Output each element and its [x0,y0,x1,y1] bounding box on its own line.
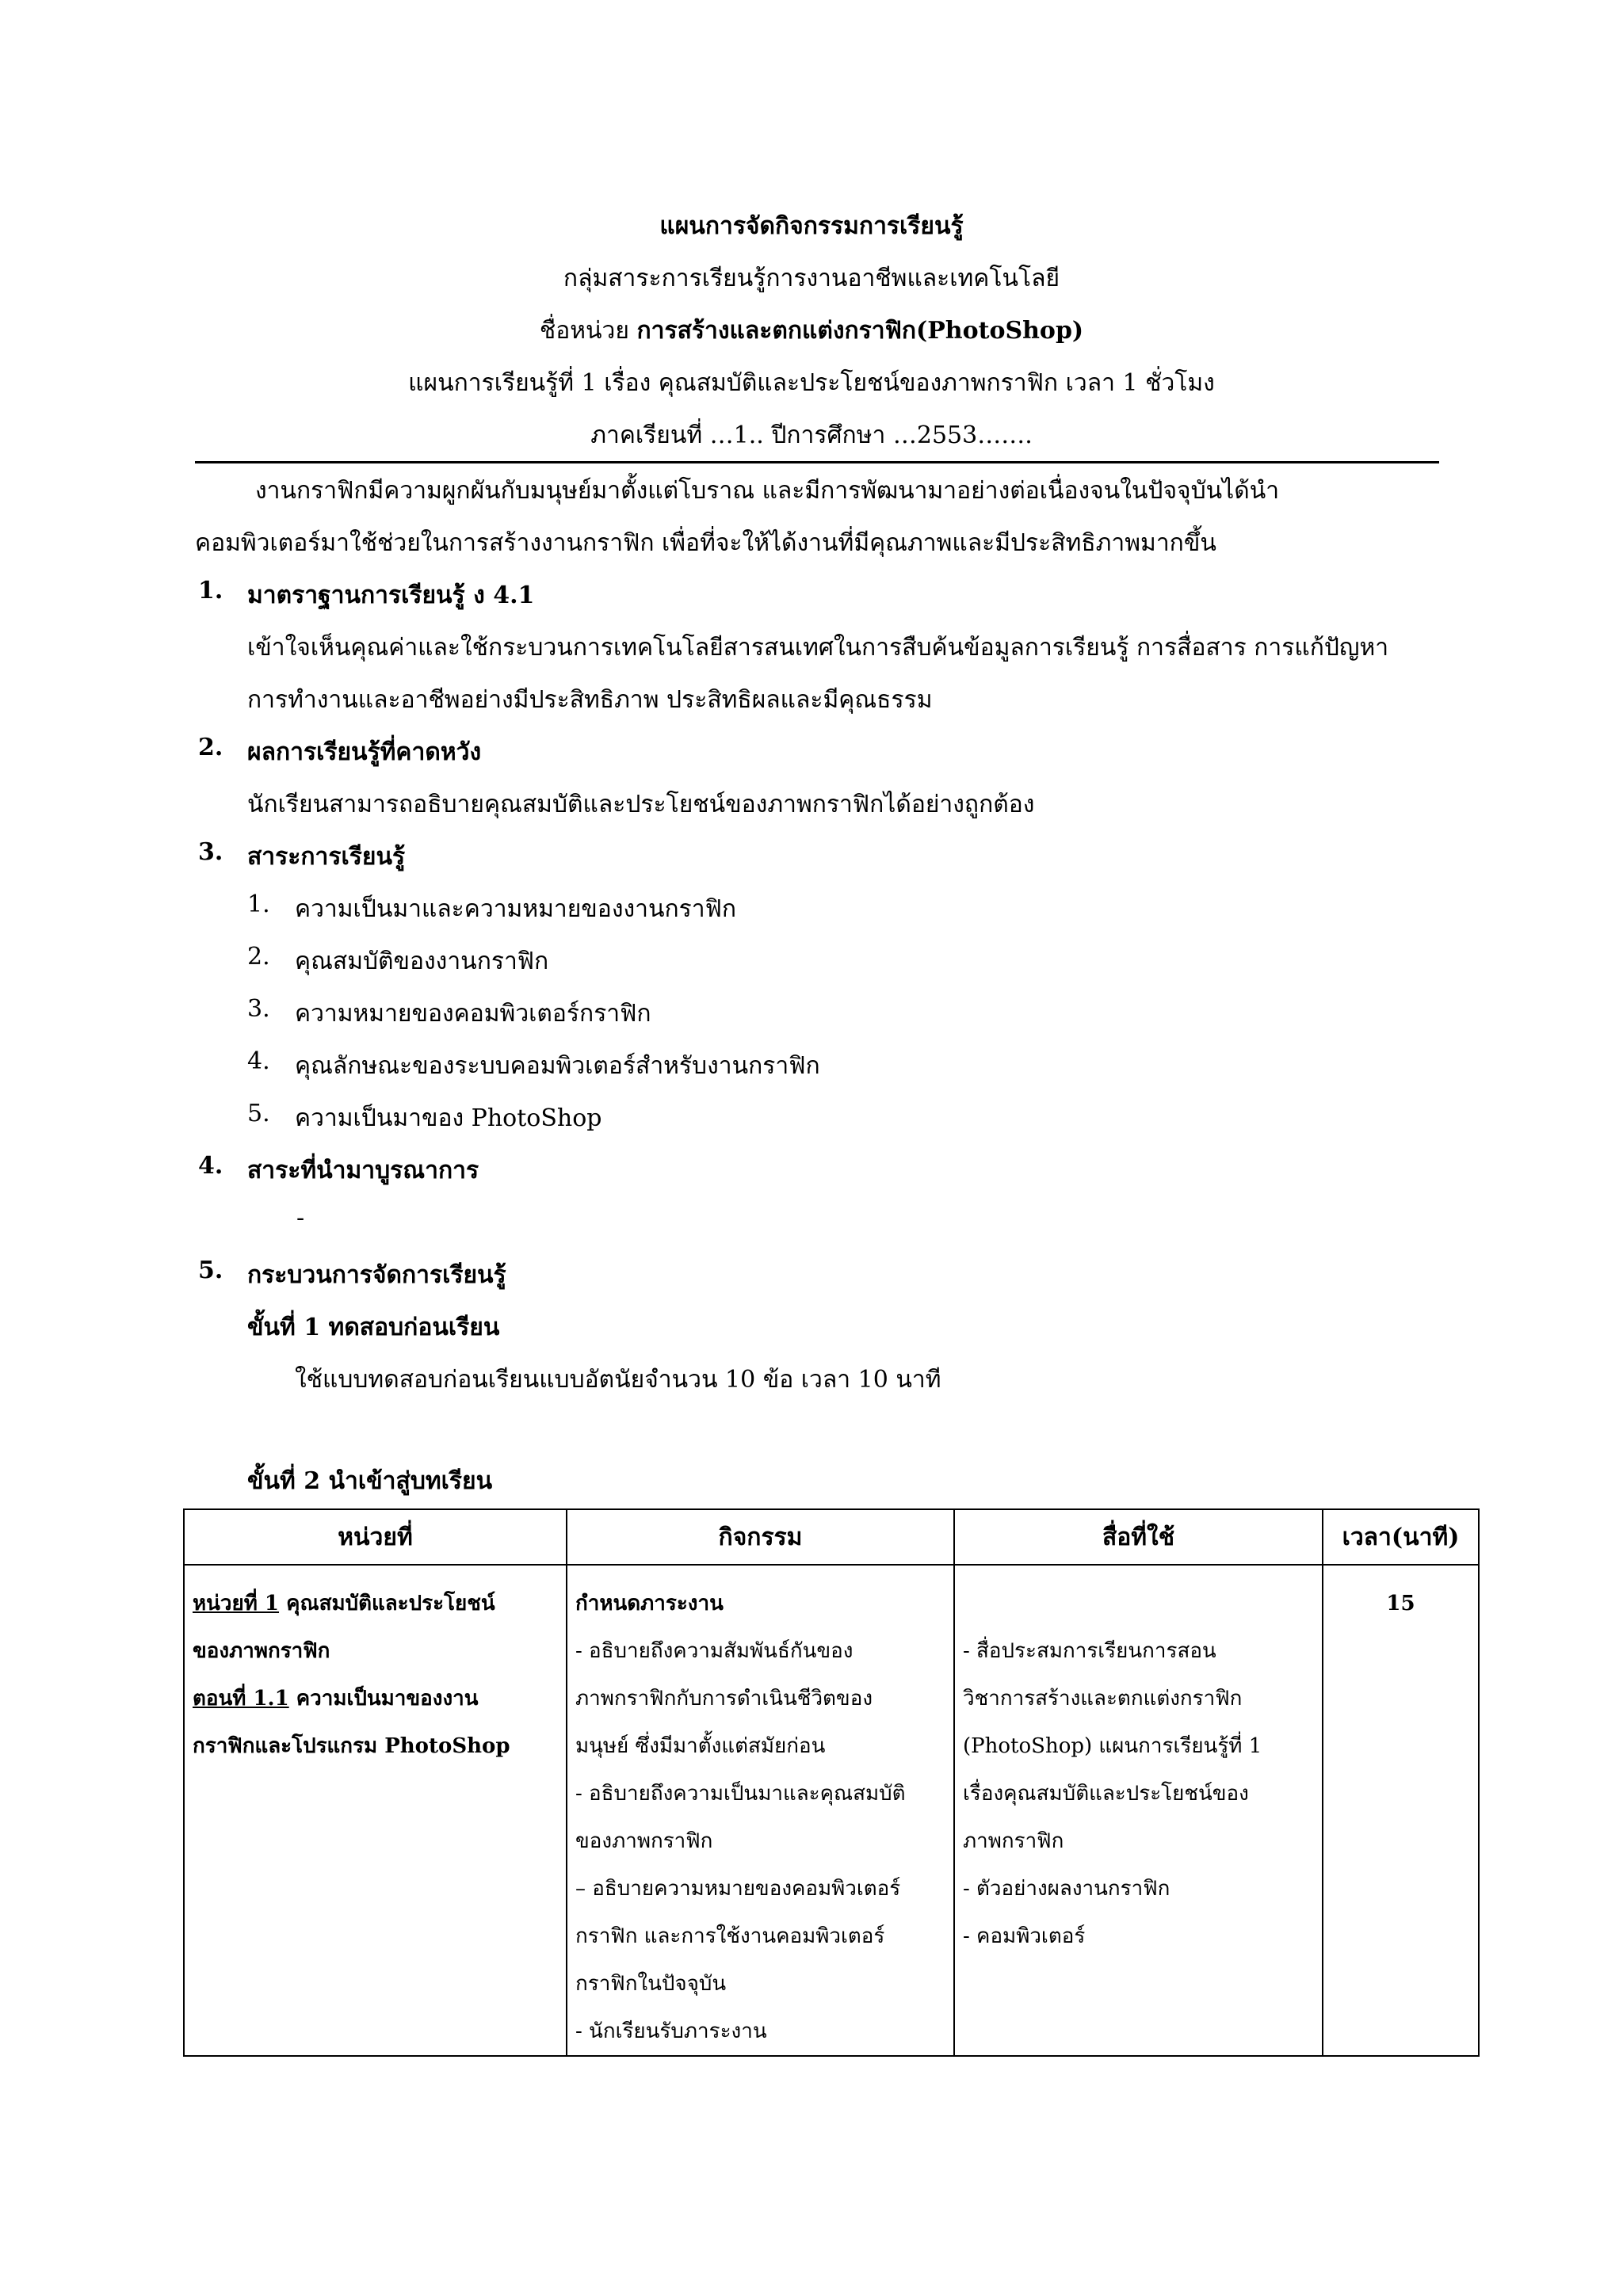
media-cell [954,1565,1323,2056]
column-header-media: สื่อที่ใช้ [954,1509,1323,1565]
list-item-number: 1. [247,891,270,918]
activity-line: ภาพกราฟิกกับการดำเนินชีวิตของ [575,1687,873,1711]
activity-table [183,1508,1480,2057]
section-5-number: 5. [198,1257,223,1284]
media-line: - สื่อประสมการเรียนการสอน [963,1639,1216,1663]
section-4-line-1: - [296,1204,305,1232]
media-line: วิชาการสร้างและตกแต่งกราฟิก [963,1687,1243,1711]
section-1-title: มาตราฐานการเรียนรู้ ง 4.1 [247,582,535,609]
section-2-number: 2. [198,734,223,761]
section-1-number: 1. [198,577,223,605]
list-item-number: 4. [247,1047,270,1075]
time-cell [1323,1565,1479,2056]
section-4-title: สาระที่นำมาบูรณาการ [247,1157,479,1184]
activity-line: กราฟิก และการใช้งานคอมพิวเตอร์ [575,1924,885,1948]
activity-line: - นักเรียนรับภาระงาน [575,2019,767,2043]
section-4-number: 4. [198,1152,223,1180]
list-item: ความเป็นมาของ PhotoShop [295,1104,602,1132]
subject-group: กลุ่มสาระการเรียนรู้การงานอาชีพและเทคโนโลยี [563,265,1060,292]
media-line: - คอมพิวเตอร์ [963,1924,1086,1948]
media-line: ภาพกราฟิก [963,1829,1064,1853]
table-row [184,1565,1479,2056]
activity-line: ของภาพกราฟิก [575,1829,713,1853]
unit-label: หน่วยที่ 1 [193,1592,280,1615]
list-item: คุณลักษณะของระบบคอมพิวเตอร์สำหรับงานกราฟิก [295,1052,820,1080]
step-1-text: ใช้แบบทดสอบก่อนเรียนแบบอัตนัยจำนวน 10 ข้อ เวลา 10 นาที [295,1366,941,1394]
media-line: เรื่องคุณสมบัติและประโยชน์ของ [963,1782,1249,1806]
section-1-line-2: การทำงานและอาชีพอย่างมีประสิทธิภาพ ประสิทธิผลและมีคุณธรรม [247,686,933,714]
unit-name-prefix: ชื่อหน่วย [539,317,637,345]
step-2-title: ขั้นที่ 2 นำเข้าสู่บทเรียน [247,1467,493,1495]
part-label-rest: ความเป็นมาของงาน [288,1687,479,1711]
part-label: ตอนที่ 1.1 [193,1687,289,1711]
unit-cell-line [193,1580,558,1627]
unit-cell-line: ของภาพกราฟิก [193,1639,330,1663]
part-cell-line [193,1675,558,1722]
term-line: ภาคเรียนที่ …1.. ปีการศึกษา …2553……. [590,421,1033,449]
intro-line-2: คอมพิวเตอร์มาใช้ช่วยในการสร้างงานกราฟิก เพื่อที่จะให้ได้งานที่มีคุณภาพและมีประสิทธิภาพมากขึ้น [195,529,1216,557]
media-spacer [963,1580,1314,1627]
intro-line-1: งานกราฟิกมีความผูกผันกับมนุษย์มาตั้งแต่โบราณ และมีการพัฒนามาอย่างต่อเนื่องจนในปัจจุบันได้นำ [255,477,1280,505]
activity-line: – อธิบายความหมายของคอมพิวเตอร์ [575,1877,901,1901]
section-2-line-1: นักเรียนสามารถอธิบายคุณสมบัติและประโยชน์ของภาพกราฟิกได้อย่างถูกต้อง [247,791,1035,818]
section-2-title: ผลการเรียนรู้ที่คาดหวัง [247,738,482,766]
list-item-number: 3. [247,995,270,1023]
column-header-unit: หน่วยที่ [184,1509,567,1565]
unit-name: การสร้างและตกแต่งกราฟิก(PhotoShop) [636,317,1084,345]
header-divider [195,461,1439,463]
activity-line: มนุษย์ ซึ่งมีมาตั้งแต่สมัยก่อน [575,1734,826,1758]
list-item: ความเป็นมาและความหมายของงานกราฟิก [295,895,737,923]
list-item-number: 5. [247,1100,270,1127]
section-5-title: กระบวนการจัดการเรียนรู้ [247,1261,506,1289]
unit-cell [184,1565,567,2056]
plan-line: แผนการเรียนรู้ที่ 1 เรื่อง คุณสมบัติและประโยชน์ของภาพกราฟิก เวลา 1 ชั่วโมง [408,369,1215,397]
activity-line: กราฟิกในปัจจุบัน [575,1972,727,1996]
list-item-number: 2. [247,943,270,971]
time-value: 15 [1386,1592,1415,1615]
step-1-title: ขั้นที่ 1 ทดสอบก่อนเรียน [247,1314,500,1341]
part-cell-line: กราฟิกและโปรแกรม PhotoShop [193,1734,510,1758]
section-3-number: 3. [198,838,223,866]
activity-cell [567,1565,954,2056]
section-3-title: สาระการเรียนรู้ [247,843,406,871]
table-header-row [184,1509,1479,1565]
activity-line: - อธิบายถึงความเป็นมาและคุณสมบัติ [575,1782,906,1806]
list-item: ความหมายของคอมพิวเตอร์กราฟิก [295,1000,651,1028]
section-1-line-1: เข้าใจเห็นคุณค่าและใช้กระบวนการเทคโนโลยีสารสนเทศในการสืบค้นข้อมูลการเรียนรู้ การสื่อสาร การแก้ปัญหา [247,634,1389,662]
column-header-activity: กิจกรรม [567,1509,954,1565]
list-item: คุณสมบัติของงานกราฟิก [295,948,549,975]
unit-name-line [0,312,1623,349]
column-header-time: เวลา(นาที) [1323,1509,1479,1565]
activity-heading: กำหนดภาระงาน [575,1592,724,1615]
media-line: (PhotoShop) แผนการเรียนรู้ที่ 1 [963,1734,1262,1758]
plan-title: แผนการจัดกิจกรรมการเรียนรู้ [659,212,964,240]
activity-line: - อธิบายถึงความสัมพันธ์กันของ [575,1639,854,1663]
media-line: - ตัวอย่างผลงานกราฟิก [963,1877,1170,1901]
unit-label-rest: คุณสมบัติและประโยชน์ [279,1592,495,1615]
